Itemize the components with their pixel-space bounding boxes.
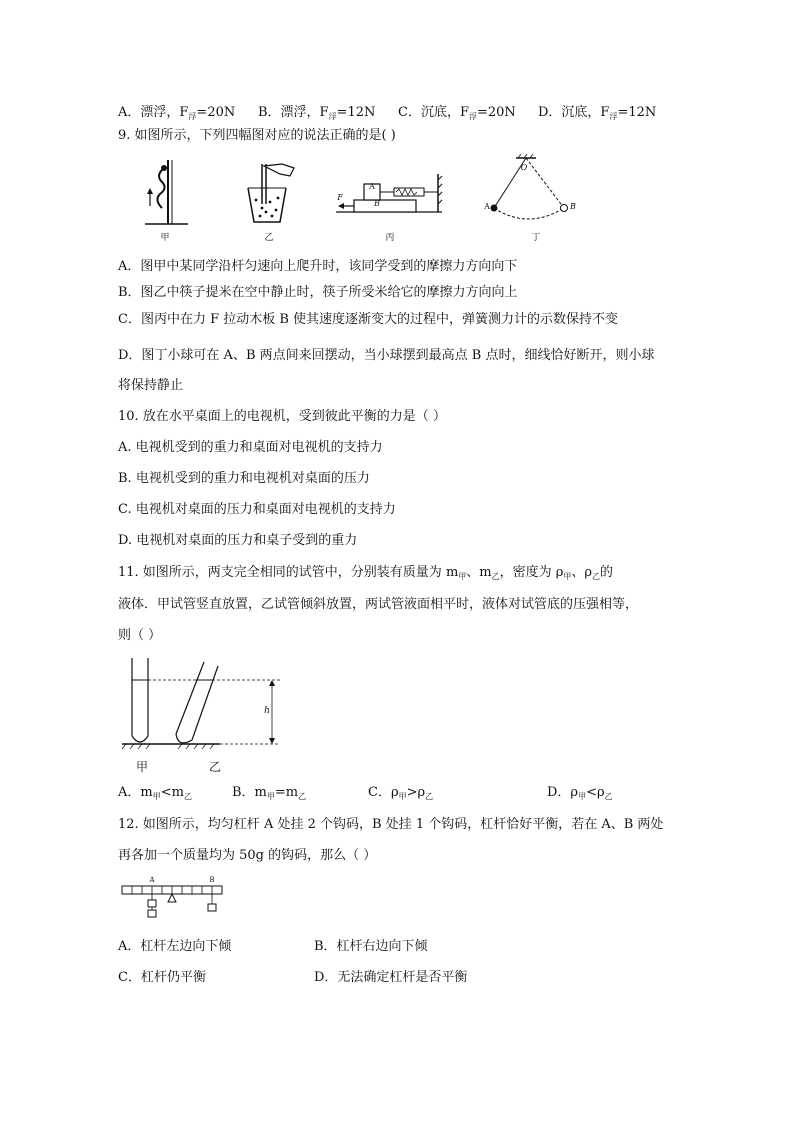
q9-label-b-board: B: [374, 199, 380, 208]
q12-figure-lever: [120, 878, 228, 922]
q9-option-a: A．图甲中某同学沿杆匀速向上爬升时，该同学受到的摩擦力方向向下: [118, 259, 518, 274]
q11-caption-yi: 乙: [208, 760, 221, 774]
q11-stem-line3: 则（ ）: [118, 628, 162, 643]
q9-option-c: C．图丙中在力 F 拉动木板 B 使其速度逐渐变大的过程中，弹簧测力计的示数保持不变: [118, 312, 619, 327]
q9-label-ball-a: A: [484, 202, 490, 211]
q9-figure-ding: [482, 154, 592, 224]
q8-option-a: A．漂浮，$F_浮=20N$: [118, 105, 236, 121]
q10-option-d: D. 电视机对桌面的压力和桌子受到的重力: [118, 533, 358, 548]
q11-stem-line2: 液体．甲试管竖直放置，乙试管倾斜放置，两试管液面相平时，液体对试管底的压强相等，: [118, 597, 639, 612]
q9-figure-bing: [334, 172, 444, 220]
q10-option-a: A. 电视机受到的重力和桌面对电视机的支持力: [118, 440, 383, 455]
q10-option-b: B. 电视机受到的重力和电视机对桌面的压力: [118, 471, 370, 486]
q9-caption-ding: 丁: [531, 233, 541, 243]
q11-label-h: h: [264, 706, 270, 716]
q9-stem: 9. 如图所示，下列四幅图对应的说法正确的是( ): [118, 128, 396, 143]
q9-label-o: O: [520, 163, 528, 172]
q9-label-f: F: [337, 193, 343, 202]
q12-option-c: C．杠杆仍平衡: [118, 970, 206, 985]
q12-label-a: A: [149, 876, 155, 884]
q11-caption-jia: 甲: [135, 760, 148, 774]
q9-label-ball-b: B: [570, 202, 576, 211]
q9-figure-yi: [240, 160, 300, 228]
q12-stem-line1: 12. 如图所示，均匀杠杆 A 处挂 2 个钩码，B 处挂 1 个钩码，杠杆恰好平衡，若在 A、B 两处: [118, 817, 664, 832]
q9-option-d-line1: D．图丁小球可在 A、B 两点间来回摆动，当小球摆到最高点 B 点时，细线恰好断开，则小球: [118, 348, 655, 363]
q11-option-c: C．$\rho_甲>\rho_乙$: [368, 785, 434, 801]
q9-label-a-block: A: [369, 182, 375, 191]
q11-option-d: D．$\rho_甲<\rho_乙$: [547, 785, 613, 801]
q11-option-a: A．$m_甲<m_乙$: [118, 785, 192, 801]
q12-stem-line2: 再各加一个质量均为 50g 的钩码，那么（ ）: [118, 848, 377, 863]
q9-option-d-line2: 将保持静止: [118, 378, 184, 393]
q8-option-b: B．漂浮，$F_浮=12N$: [258, 105, 376, 121]
q11-option-b: B．$m_甲=m_乙$: [232, 785, 307, 801]
q8-option-d: D．沉底，$F_浮=12N$: [538, 105, 657, 121]
q12-option-b: B．杠杆右边向下倾: [314, 939, 428, 954]
q12-option-d: D．无法确定杠杆是否平衡: [314, 970, 468, 985]
q11-figure-test-tubes: [120, 656, 290, 752]
q10-stem: 10. 放在水平桌面上的电视机，受到彼此平衡的力是（ ）: [118, 409, 446, 424]
q12-option-a: A．杠杆左边向下倾: [118, 939, 232, 954]
q12-label-b: B: [209, 876, 215, 884]
q9-option-b: B．图乙中筷子提米在空中静止时，筷子所受米给它的摩擦力方向向上: [118, 285, 518, 300]
q9-caption-bing: 丙: [385, 233, 395, 243]
q9-caption-jia: 甲: [160, 233, 170, 243]
q11-stem-line1: 11. 如图所示，两支完全相同的试管中，分别装有质量为 $m_甲$、$m_乙$，密度为 $\rho_甲$、$\rho_乙$的: [118, 565, 614, 581]
q10-option-c: C. 电视机对桌面的压力和桌面对电视机的支持力: [118, 502, 396, 517]
q9-figure-jia: [140, 158, 190, 228]
q9-caption-yi: 乙: [264, 233, 274, 243]
q8-option-c: C．沉底，$F_浮=20N$: [398, 105, 516, 121]
